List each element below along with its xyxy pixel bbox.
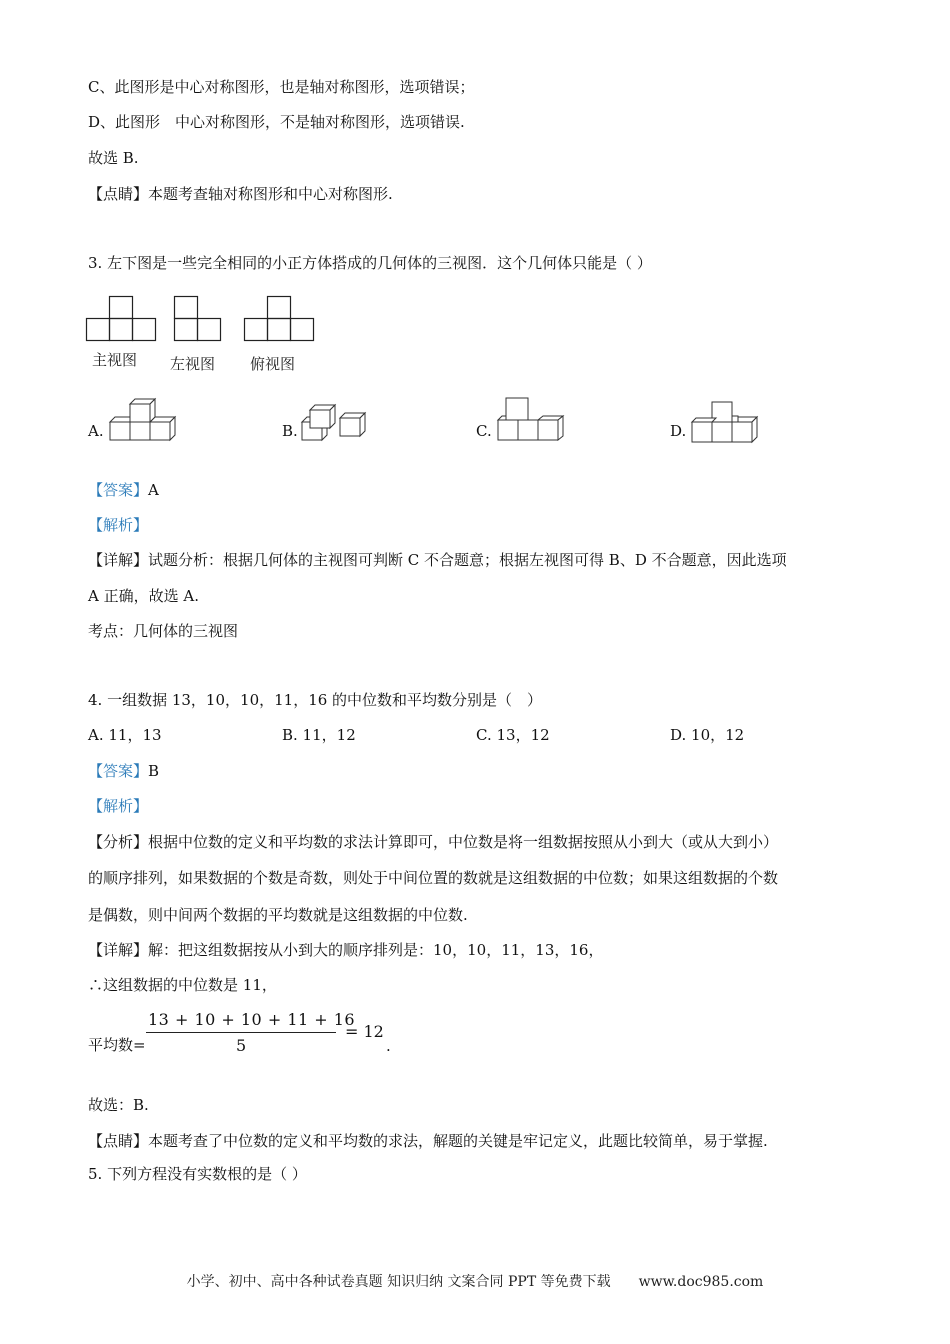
top-view-figure (244, 296, 316, 342)
detail-text: 试题分析：根据几何体的主视图可判断 C 不合题意；根据左视图可得 B、D 不合题意，因此选项 (148, 551, 787, 569)
fraction-result: = 12 (345, 1022, 384, 1041)
q3-option-d-figure (690, 400, 762, 444)
mean-label: 平均数= (88, 1036, 146, 1054)
q5-stem: 5. 下列方程没有实数根的是（ ） (88, 1165, 307, 1183)
dianjing-line (88, 184, 393, 204)
analysis-tag: 【解析】 (88, 516, 149, 534)
fraction-denominator: 5 (236, 1036, 247, 1055)
q3-option-c-label: C. (476, 422, 492, 440)
top-view-label: 俯视图 (250, 355, 296, 373)
q3-option-d-label: D. (670, 422, 687, 440)
dianjing-tag: 【点睛】 (88, 185, 149, 203)
fenxi-text: 根据中位数的定义和平均数的求法计算即可，中位数是将一组数据按照从小到大（或从大到小） (148, 833, 779, 851)
dianjing-text: 本题考查了中位数的定义和平均数的求法，解题的关键是牢记定义，此题比较简单，易于掌握. (148, 1132, 768, 1150)
dianjing-tag: 【点睛】 (88, 1132, 149, 1150)
q4-option-b: B. 11，12 (282, 726, 356, 744)
q4-choice: 故选：B. (88, 1096, 149, 1114)
analysis-tag: 【解析】 (88, 797, 149, 815)
fraction-numerator: 13 + 10 + 10 + 11 + 16 (148, 1010, 356, 1029)
q4-fenxi-3: 是偶数，则中间两个数据的平均数就是这组数据的中位数. (88, 906, 468, 924)
formula-period: . (386, 1037, 391, 1055)
q3-option-b-figure (300, 396, 372, 442)
fenxi-tag: 【分析】 (88, 833, 149, 851)
detail-tag: 【详解】 (88, 941, 149, 959)
q4-option-a: A. 11，13 (88, 726, 162, 744)
q4-option-c: C. 13，12 (476, 726, 550, 744)
q4-detail-1 (88, 940, 603, 960)
q3-answer (88, 480, 159, 500)
answer-tag: 【答案】 (88, 481, 149, 499)
q3-detail-1 (88, 550, 787, 570)
q4-answer (88, 761, 159, 781)
q4-option-d: D. 10，12 (670, 726, 745, 744)
q3-option-c-figure (496, 396, 568, 444)
answer-tag: 【答案】 (88, 762, 149, 780)
fraction-bar (146, 1032, 336, 1033)
detail-text: 解：把这组数据按从小到大的顺序排列是：10，10，11，13，16， (148, 941, 604, 959)
answer-value: A (148, 481, 159, 499)
left-view-label: 左视图 (170, 355, 216, 373)
q3-detail-2: A 正确，故选 A. (88, 587, 199, 605)
front-view-label: 主视图 (92, 351, 138, 369)
page-footer: 小学、初中、高中各种试卷真题 知识归纳 文案合同 PPT 等免费下载 www.doc985.com (186, 1274, 764, 1290)
option-d-explanation: D、此图形 中心对称图形，不是轴对称图形，选项错误. (88, 113, 465, 131)
q3-kaodian: 考点：几何体的三视图 (88, 622, 239, 640)
q3-option-a-figure (108, 392, 180, 442)
q4-detail-2: ∴这组数据的中位数是 11， (88, 976, 277, 994)
q3-option-a-label: A. (88, 422, 104, 440)
left-view-figure (174, 296, 224, 342)
choice-line: 故选 B. (88, 149, 139, 167)
q3-option-b-label: B. (282, 422, 298, 440)
dianjing-text: 本题考查轴对称图形和中心对称图形. (148, 185, 393, 203)
q4-analysis (88, 796, 148, 816)
front-view-figure (86, 296, 158, 342)
q3-stem: 3. 左下图是一些完全相同的小正方体搭成的几何体的三视图．这个几何体只能是（ ） (88, 254, 652, 272)
q4-stem: 4. 一组数据 13，10，10，11，16 的中位数和平均数分别是（ ） (88, 691, 543, 709)
q3-analysis (88, 515, 148, 535)
q4-fenxi-2: 的顺序排列，如果数据的个数是奇数，则处于中间位置的数就是这组数据的中位数；如果这组数据的个数 (88, 869, 779, 887)
answer-value: B (148, 762, 160, 780)
detail-tag: 【详解】 (88, 551, 149, 569)
q4-dianjing (88, 1131, 768, 1151)
q4-fenxi-1 (88, 832, 778, 852)
option-c-explanation: C、此图形是中心对称图形，也是轴对称图形，选项错误； (88, 78, 475, 96)
